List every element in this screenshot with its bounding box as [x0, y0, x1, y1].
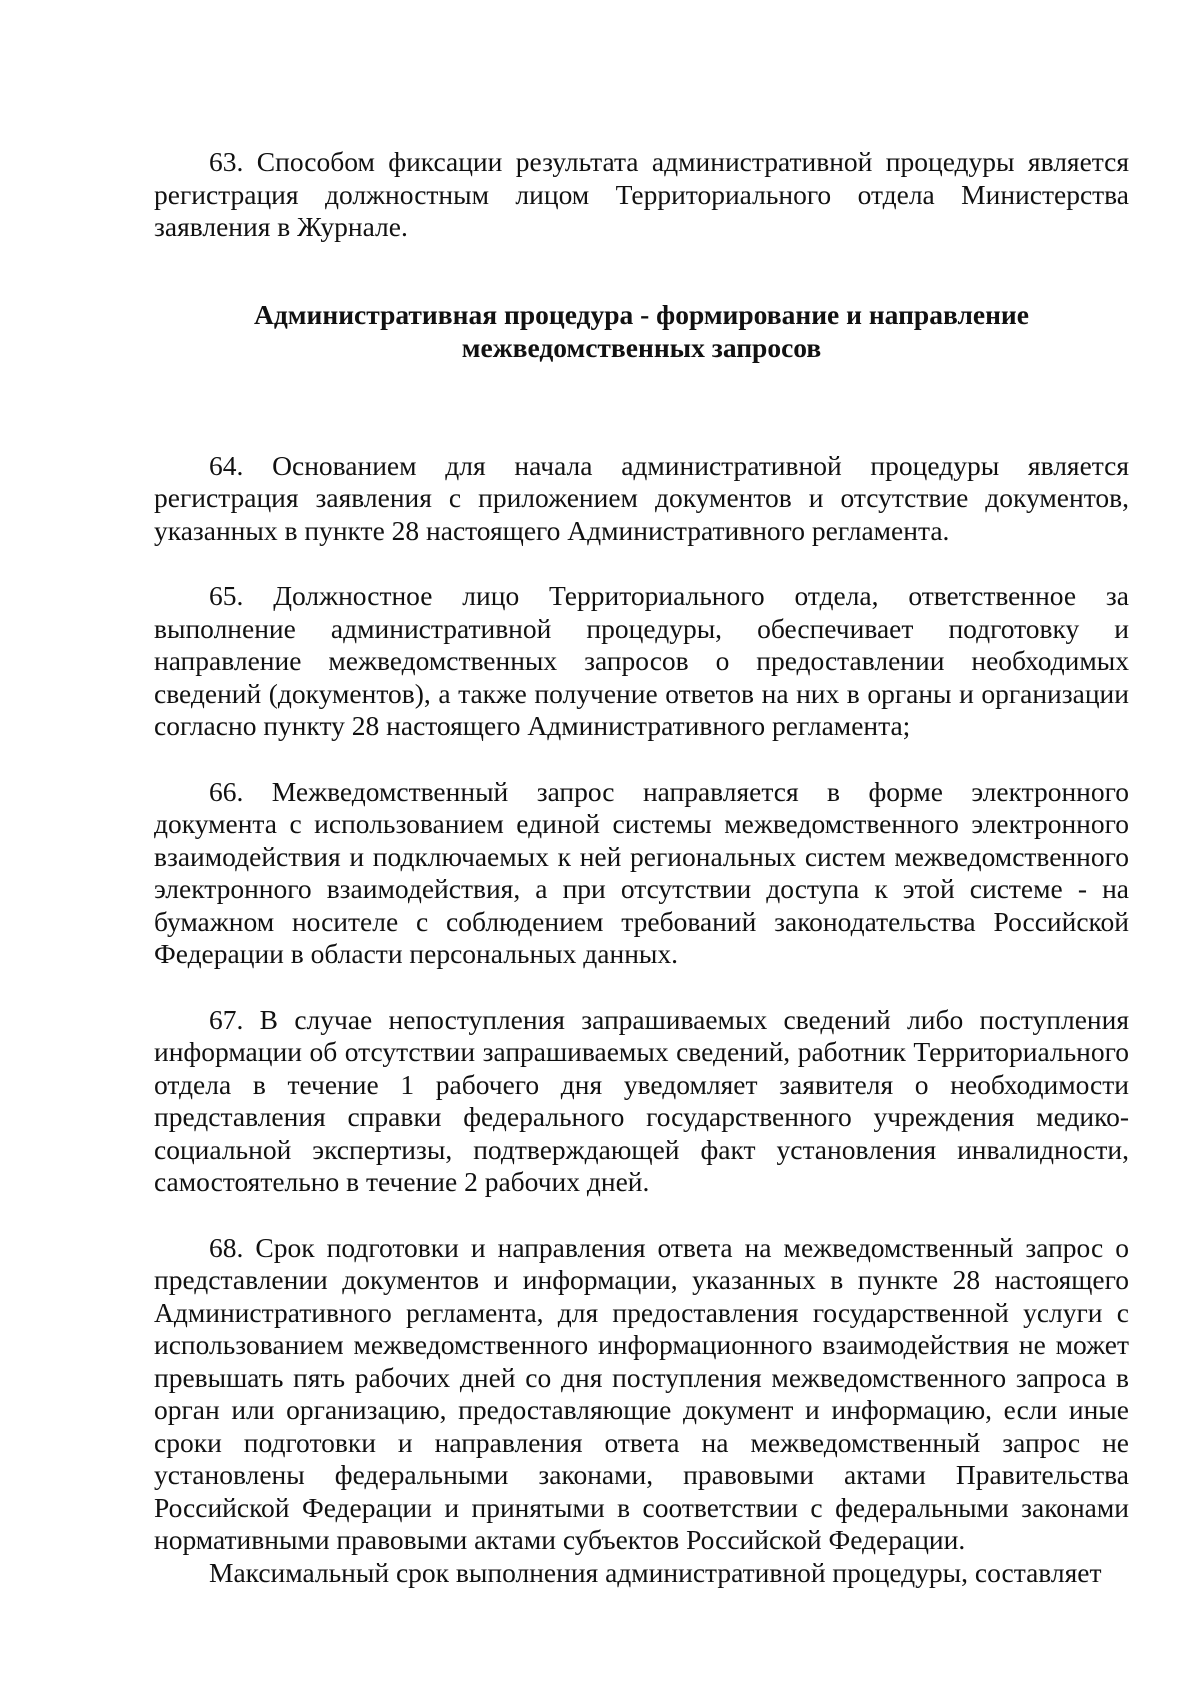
section-heading-line-1: Административная процедура - формирование и направление [254, 298, 1029, 330]
document-body [154, 146, 1129, 1589]
section-heading [154, 298, 1129, 364]
paragraph-66: 66. Межведомственный запрос направляется в форме электронного документа с использованием единой системы межведомственного электронного взаимодействия и подключаемых к ней региональных систем межведомственного электронного взаимодействия, а при отсутствии доступа к этой системе - на бумажном носителе с соблюдением требований законодательства Российской Федерации в области персональных данных. [154, 775, 1129, 969]
section-heading-line-2: межведомственных запросов [461, 331, 822, 363]
paragraph-67: 67. В случае непоступления запрашиваемых сведений либо поступления информации об отсутствии запрашиваемых сведений, работник Территориального отдела в течение 1 рабочего дня уведомляет заявителя о необходимости представления справки федерального государственного учреждения медико-социальной экспертизы, подтверждающей факт установления инвалидности, самостоятельно в течение 2 рабочих дней. [154, 1003, 1129, 1197]
paragraph-63: 63. Способом фиксации результата административной процедуры является регистрация должностным лицом Территориального отдела Министерства заявления в Журнале. [154, 146, 1129, 242]
paragraph-max-term: Максимальный срок выполнения административной процедуры, составляет [209, 1556, 1102, 1588]
paragraph-65: 65. Должностное лицо Территориального отдела, ответственное за выполнение административной процедуры, обеспечивает подготовку и направление межведомственных запросов о предоставлении необходимых сведений (документов), а также получение ответов на них в органы и организации согласно пункту 28 настоящего Административного регламента; [154, 580, 1129, 741]
paragraph-64: 64. Основанием для начала административной процедуры является регистрация заявления с приложением документов и отсутствие документов, указанных в пункте 28 настоящего Административного регламента. [154, 449, 1129, 546]
paragraph-68: 68. Срок подготовки и направления ответа на межведомственный запрос о представлении документов и информации, указанных в пункте 28 настоящего Административного регламента, для предоставления государственной услуги с использованием межведомственного информационного взаимодействия не может превышать пять рабочих дней со дня поступления межведомственного запроса в орган или организацию, предоставляющие документ и информацию, если иные сроки подготовки и направления ответа на межведомственный запрос не установлены федеральными законами, правовыми актами Правительства Российской Федерации и принятыми в соответствии с федеральными законами нормативными правовыми актами субъектов Российской Федерации. [154, 1231, 1129, 1555]
